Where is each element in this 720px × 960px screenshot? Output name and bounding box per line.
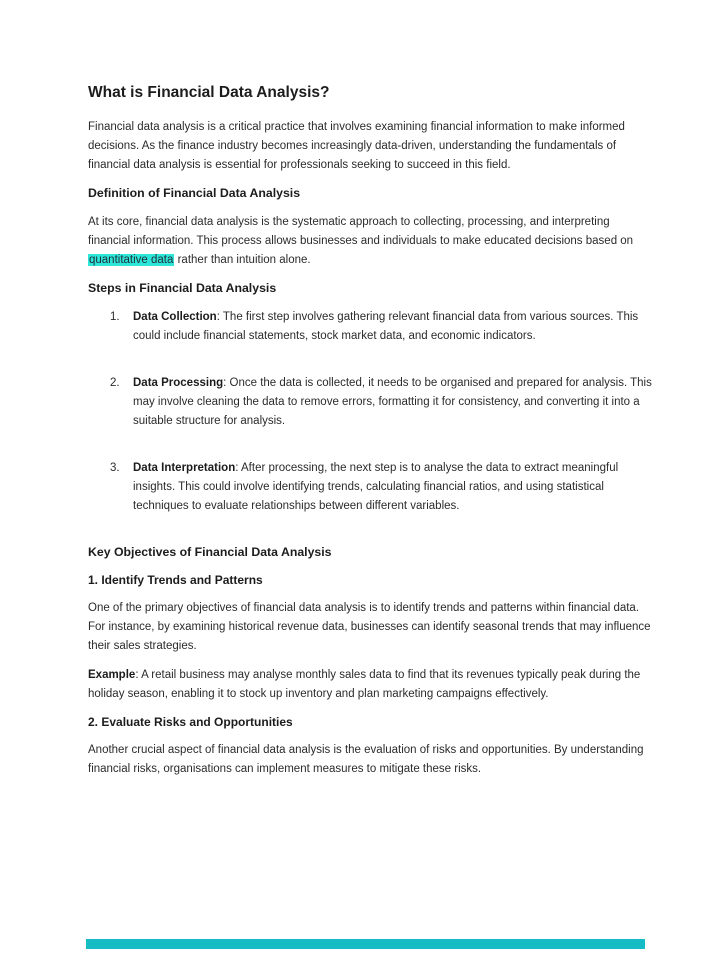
intro-paragraph: Financial data analysis is a critical practice that involves examining financial information to make informed decisions. As the finance industry becomes increasingly data-driven, understanding the fundamentals of financial data analysis is essential for professionals seeking to succeed in this field. — [88, 121, 625, 171]
document-title: What is Financial Data Analysis? — [88, 84, 330, 101]
example-paragraph — [88, 666, 653, 704]
definition-text-after: rather than intuition alone. — [174, 254, 311, 266]
objective-2-heading: 2. Evaluate Risks and Opportunities — [88, 715, 293, 729]
document-page — [88, 82, 653, 789]
footer-accent-bar — [86, 939, 645, 949]
item-number: 2. — [110, 377, 120, 389]
definition-paragraph — [88, 213, 653, 270]
item-number: 3. — [110, 462, 120, 474]
item-description: : Once the data is collected, it needs to be organised and prepared for analysis. This may involve cleaning the data to remove errors, formatting it for consistency, and converting it into a suitable structure for analysis. — [133, 377, 652, 427]
steps-list — [88, 308, 653, 516]
objective-2-paragraph: Another crucial aspect of financial data analysis is the evaluation of risks and opportunities. By understanding financial risks, organisations can implement measures to mitigate these risks. — [88, 744, 644, 775]
objective-1-heading: 1. Identify Trends and Patterns — [88, 573, 263, 587]
item-term: Data Processing — [133, 377, 224, 389]
item-description: : After processing, the next step is to analyse the data to extract meaningful insights. This could involve identifying trends, calculating financial ratios, and using statistical techniques to evaluate relationships between different variables. — [133, 462, 619, 512]
definition-text-before: At its core, financial data analysis is the systematic approach to collecting, processing, and interpreting financial information. This process allows businesses and individuals to make educated decisions based on — [88, 216, 634, 247]
item-term: Data Interpretation — [133, 462, 236, 474]
definition-heading: Definition of Financial Data Analysis — [88, 186, 301, 200]
item-term: Data Collection — [133, 311, 217, 323]
objective-1-paragraph: One of the primary objectives of financial data analysis is to identify trends and patterns within financial data. For instance, by examining historical revenue data, businesses can identify seasonal trends that may influence their sales strategies. — [88, 602, 651, 652]
objectives-heading: Key Objectives of Financial Data Analysis — [88, 545, 332, 559]
item-number: 1. — [110, 311, 120, 323]
item-description: : The first step involves gathering relevant financial data from various sources. This could include financial statements, stock market data, and economic indicators. — [133, 311, 639, 342]
list-item-data-interpretation — [88, 459, 653, 516]
example-label: Example — [88, 669, 136, 681]
example-body: : A retail business may analyse monthly sales data to find that its revenues typically peak during the holiday season, enabling it to stock up inventory and plan marketing campaigns effectively. — [88, 669, 641, 700]
steps-heading: Steps in Financial Data Analysis — [88, 281, 277, 295]
highlighted-text: quantitative data — [89, 254, 174, 266]
list-item-data-processing — [88, 374, 653, 431]
list-item-data-collection — [88, 308, 653, 346]
